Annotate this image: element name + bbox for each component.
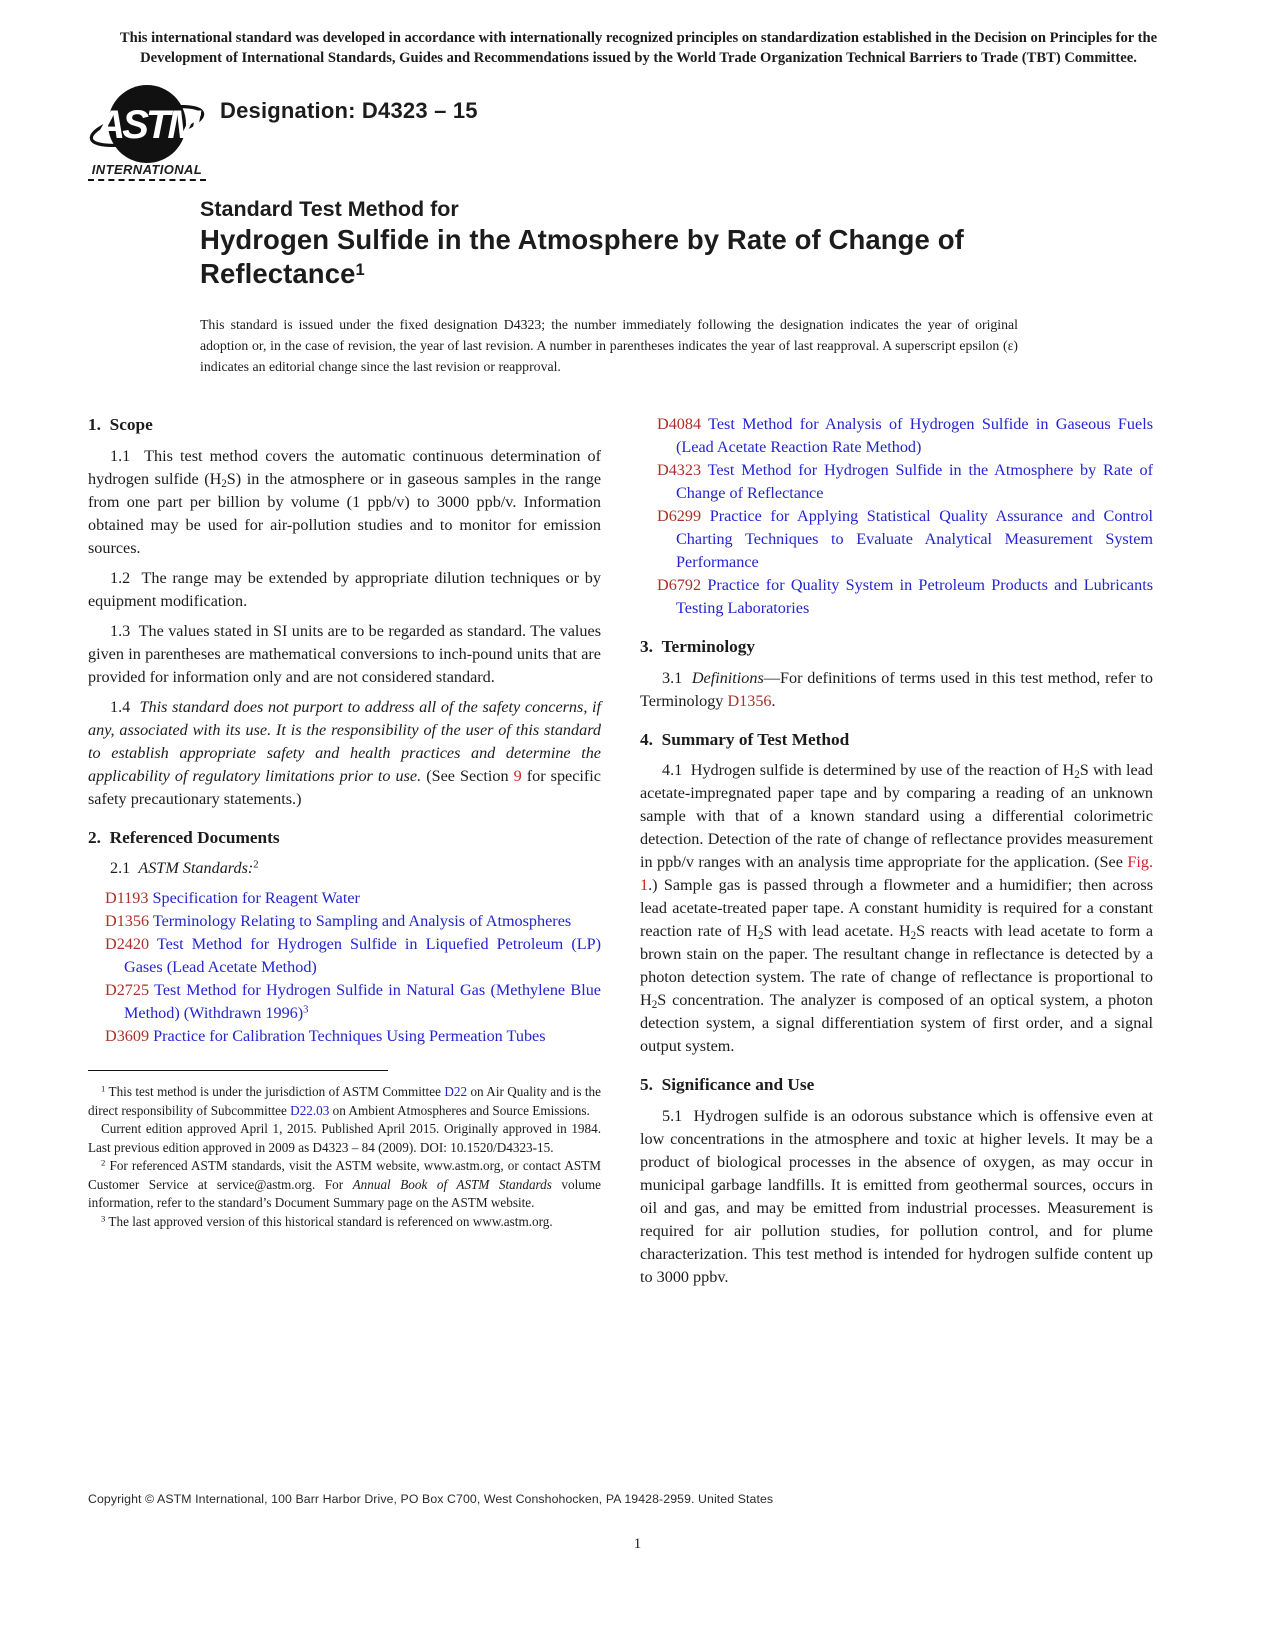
text-run: 1.2 The range may be extended by appropriate dilution techniques or by equipment modification. [88, 568, 601, 610]
text-run: on Ambient Atmospheres and Source Emissions. [329, 1102, 590, 1118]
body-paragraph [88, 1157, 601, 1212]
text-run: The last approved version of this historical standard is referenced on www.astm.org. [105, 1213, 553, 1229]
text-run: 1.3 The values stated in SI units are to be regarded as standard. The values given in parentheses are mathematical conversions to inch-pound units that are provided for information only and are not considered standard. [88, 621, 601, 686]
body-paragraph [88, 1120, 601, 1157]
reference-item [88, 933, 601, 979]
text-run: volume information, refer to the standard’s Document Summary page on the ASTM website. [88, 1176, 601, 1211]
two-column-body [88, 413, 1189, 1296]
text-run: 4. Summary of Test Method [640, 729, 850, 749]
link-D22[interactable]: D22 [444, 1084, 468, 1100]
text-run: 2 [910, 930, 917, 943]
link-D4084[interactable]: D4084 [657, 415, 702, 434]
link-fig-1[interactable]: Fig. 1 [640, 853, 1153, 895]
reference-item [88, 910, 601, 933]
issue-statement: This standard is issued under the fixed designation D4323; the number immediately following the designation indicates the year of original adoption or, in the case of revision, the year of last revision. A number in parentheses indicates the year of last reapproval. A superscript epsilon (ε) indicates an editorial change since the last revision or reapproval. [200, 317, 1018, 374]
body-paragraph [88, 1083, 601, 1120]
body-paragraph [640, 667, 1153, 713]
text-run: 5. Significance and Use [640, 1075, 815, 1095]
link-D6792[interactable]: D6792 [657, 576, 702, 595]
reference-item [640, 505, 1153, 574]
section-heading [640, 635, 1153, 660]
text-run: S with lead acetate. H [763, 922, 911, 941]
text-run: 4.1 Hydrogen sulfide is determined by use of the reaction of H [662, 761, 1075, 780]
text-run: For referenced ASTM standards, visit the ASTM website, www.astm.org, or contact ASTM Customer Service at service@astm.org. For [88, 1158, 601, 1192]
link-D6299-title[interactable]: Practice for Applying Statistical Quality Assurance and Control Charting Techniques to Evaluate Analytical Measurement System Performance [676, 507, 1153, 572]
link-D1356-title[interactable]: Terminology Relating to Sampling and Analysis of Atmospheres [149, 912, 572, 931]
body-paragraph [88, 445, 601, 560]
reference-item [640, 413, 1153, 459]
text-run: 3 [101, 1213, 106, 1224]
wto-tbt-note: This international standard was developed in accordance with internationally recognized principles on standardization established in the Decision on Principles for the Development of International Standards, Guides and Recommendations issued by the World Trade Organization Technical Barriers to Trade (TBT) Committee. [119, 30, 1158, 67]
link-D2420[interactable]: D2420 [105, 935, 150, 954]
link-D2725-title[interactable]: Test Method for Hydrogen Sulfide in Natural Gas (Methylene Blue Method) (Withdrawn 1996) [124, 981, 601, 1023]
page-title [200, 223, 1030, 291]
text-run: 1.4 [110, 697, 140, 716]
astm-logo-acronym: ASTM [96, 103, 198, 148]
document-header [88, 82, 1189, 190]
link-D2420-title[interactable]: Test Method for Hydrogen Sulfide in Liquefied Petroleum (LP) Gases (Lead Acetate Method) [124, 935, 601, 977]
link-D22-03[interactable]: D22.03 [290, 1102, 330, 1118]
text-run: 2 [253, 859, 259, 872]
astm-logo-subtitle: INTERNATIONAL [88, 162, 206, 181]
title-block [200, 196, 1030, 291]
link-D3609[interactable]: D3609 [105, 1027, 150, 1046]
text-run: 2.1 [110, 859, 139, 878]
text-run: 2 [1074, 769, 1080, 782]
link-D3609-title[interactable]: Practice for Calibration Techniques Using Permeation Tubes [149, 1027, 546, 1046]
title-kicker: Standard Test Method for [200, 197, 459, 222]
text-run: 3. Terminology [640, 637, 756, 657]
text-run: 2. Referenced Documents [88, 827, 280, 847]
text-run: . [771, 691, 776, 710]
text-run: 1 [101, 1084, 106, 1095]
column-left [88, 413, 601, 1296]
right-column-content [640, 413, 1153, 1289]
astm-logo [88, 82, 206, 181]
text-run: 3 [303, 1004, 309, 1017]
link-D1356[interactable]: D1356 [105, 912, 150, 931]
text-run: This test method is under the jurisdiction of ASTM Committee [105, 1084, 445, 1100]
body-paragraph [88, 567, 601, 613]
text-run: S reacts with lead acetate to form a brown stain on the paper. The resultant change in reflectance is detected by a photon detection system. The rate of change of reflectance is proportional to H [640, 922, 1154, 1010]
link-D6792-title[interactable]: Practice for Quality System in Petroleum Products and Lubricants Testing Laboratories [676, 576, 1153, 618]
text-run: .) Sample gas is passed through a flowmeter and a humidifier; then across lead acetate-treated paper tape. A constant humidity is required for a constant reaction rate of H [640, 876, 1153, 941]
text-run: 2 [651, 999, 658, 1012]
section-heading [88, 826, 601, 851]
body-paragraph [88, 696, 601, 811]
text-run: (See Section [421, 766, 514, 785]
link-D6299[interactable]: D6299 [657, 507, 702, 526]
link-D4323[interactable]: D4323 [657, 461, 702, 480]
designation-text: Designation: D4323 – 15 [220, 98, 478, 124]
text-run: for specific safety precautionary statements.) [88, 766, 601, 808]
link-D2725[interactable]: D2725 [105, 981, 150, 1000]
text-run: This standard does not purport to address all of the safety concerns, if any, associated with its use. It is the responsibility of the user of this standard to establish appropriate safety and health practices and determine the applicability of regulatory limitations prior to use. [88, 697, 602, 785]
page-number: 1 [633, 1536, 642, 1552]
body-paragraph [88, 620, 601, 689]
reference-item [88, 979, 601, 1025]
astm-globe-icon [88, 82, 206, 168]
text-run: 1.1 This test method covers the automatic continuous determination of hydrogen sulfide (H [88, 446, 601, 488]
text-run: 3.1 [662, 668, 692, 687]
text-run: —For definitions of terms used in this test method, refer to Terminology [640, 668, 1154, 710]
left-column-content [88, 413, 601, 1048]
footnotes [88, 1083, 601, 1231]
column-right [640, 413, 1153, 1296]
body-paragraph [88, 857, 601, 880]
link-D1356-inline[interactable]: D1356 [727, 691, 772, 710]
copyright-line: Copyright © ASTM International, 100 Barr Harbor Drive, PO Box C700, West Conshohocken, PA 19428-2959. United States [88, 1492, 774, 1506]
text-run: 5.1 Hydrogen sulfide is an odorous substance which is offensive even at low concentrations in the atmosphere and toxic at higher levels. It may be a product of biological processes in the absence of oxygen, as may occur in municipal garbage landfills. It is emitted from geothermal sources, occurs in oil and gas, and may be emitted from industrial processes. Measurement is required for air pollution studies, for pollution control, and for plume characterization. This test method is intended for hydrogen sulfide content up to 3000 ppbv. [640, 1107, 1153, 1287]
body-paragraph [640, 759, 1153, 1058]
reference-item [640, 574, 1153, 620]
title-text: Hydrogen Sulfide in the Atmosphere by Rate of Change of Reflectance [200, 224, 964, 290]
text-run: Definitions [691, 668, 764, 687]
link-section-9[interactable]: 9 [513, 766, 522, 785]
reference-item [88, 887, 601, 910]
title-footnote-marker: 1 [355, 260, 365, 279]
reference-item [88, 1025, 601, 1048]
body-paragraph [88, 1213, 601, 1231]
text-run: 2 [221, 477, 227, 490]
section-heading [640, 1073, 1153, 1098]
text-run: Annual Book of ASTM Standards [352, 1176, 552, 1192]
section-heading [88, 413, 601, 438]
text-run: 2 [757, 930, 764, 943]
link-D4323-title[interactable]: Test Method for Hydrogen Sulfide in the Atmosphere by Rate of Change of Reflectance [676, 461, 1153, 503]
text-run: on Air Quality and is the direct responsibility of Subcommittee [88, 1084, 601, 1118]
link-D1193[interactable]: D1193 [105, 889, 149, 908]
text-run: 2 [101, 1158, 106, 1169]
text-run: S with lead acetate-impregnated paper tape and by comparing a reading of an unknown sample with that of a known standard using a differential colorimetric detection. Detection of the rate of change of reflectance provides measurement in ppb/v ranges with an analysis time appropriate for the application. (See [640, 761, 1154, 872]
section-heading [640, 728, 1153, 753]
footnote-divider [88, 1070, 388, 1071]
text-run: S concentration. The analyzer is composed of an optical system, a photon detection system, a signal differentiation system of first order, and a signal output system. [640, 991, 1153, 1056]
text-run: S) in the atmosphere or in gaseous samples in the range from one part per billion by volume (1 ppb/v) to 3000 ppb/v. Information obtained may be used for air-pollution studies and to monitor for emission sources. [88, 469, 602, 557]
link-D1193-title[interactable]: Specification for Reagent Water [148, 889, 360, 908]
text-run: ASTM Standards: [138, 859, 254, 878]
text-run: Current edition approved April 1, 2015. Published April 2015. Originally approved in 1984. Last previous edition approved in 2009 as D4323 – 84 (2009). DOI: 10.1520/D4323-15. [88, 1121, 601, 1155]
reference-item [640, 459, 1153, 505]
body-paragraph [640, 1105, 1153, 1289]
link-D4084-title[interactable]: Test Method for Analysis of Hydrogen Sulfide in Gaseous Fuels (Lead Acetate Reaction Rate Method) [676, 415, 1153, 457]
text-run: 1. Scope [88, 415, 153, 435]
